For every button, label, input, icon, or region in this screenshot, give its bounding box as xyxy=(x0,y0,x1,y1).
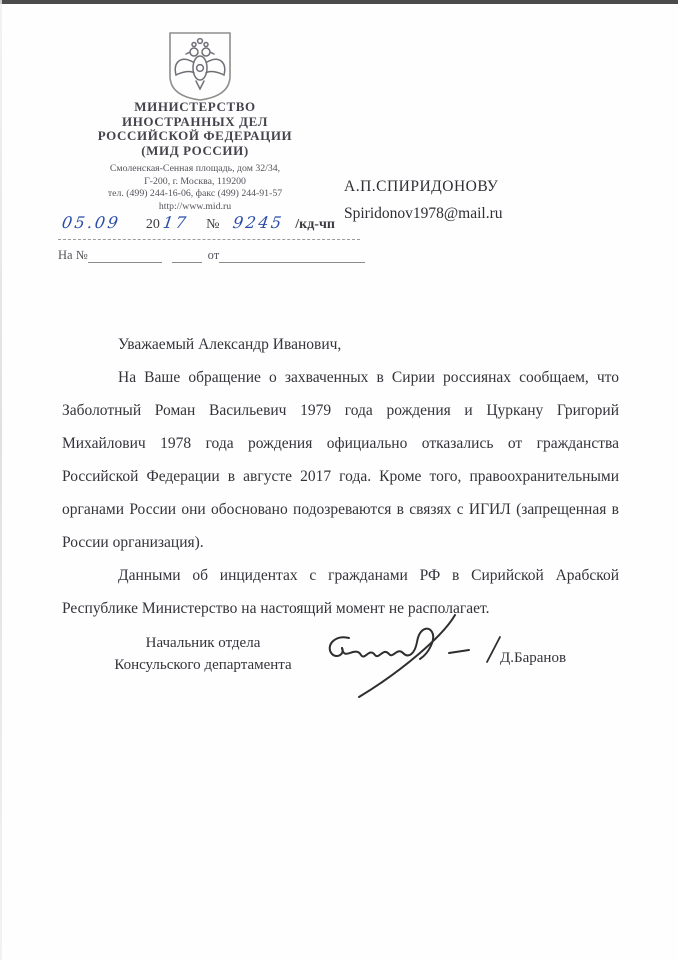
number-sign-label: № xyxy=(206,217,220,232)
addressee-email: Spiridonov1978@mail.ru xyxy=(344,205,503,222)
addressee-name: А.П.СПИРИДОНОВУ xyxy=(344,178,499,195)
ministry-line: (МИД РОССИИ) xyxy=(141,142,249,158)
ministry-name-block xyxy=(55,100,335,158)
ministry-line: РОССИЙСКОЙ ФЕДЕРАЦИИ xyxy=(97,128,293,143)
reference-number-line xyxy=(58,213,360,240)
reply-reference-line xyxy=(58,248,378,263)
address-line: Г-200, г. Москва, 119200 xyxy=(144,175,246,187)
signer-name: Д.Баранов xyxy=(500,650,567,666)
letter-body xyxy=(62,328,619,625)
website-url: http://www.mid.ru xyxy=(158,200,232,212)
address-line: Смоленская-Сенная площадь, дом 32/34, xyxy=(109,163,281,174)
address-line: тел. (499) 244-16-06, факс (499) 244-91-57 xyxy=(107,188,283,199)
blank-line xyxy=(219,249,365,263)
handwritten-number: 9245 xyxy=(231,213,286,232)
body-paragraph: На Ваше обращение о захваченных в Сирии россиянах сообщаем, что Заболотный Роман Васильевич 1979 года рождения и Цуркану Григорий Михайлович 1978 года рождения официально отказались от гражданства Российской Федерации в августе 2017 года. Кроме того, правоохранительными органами России они обосновано подозреваются в связях с ИГИЛ (запрещенная в России организация). xyxy=(62,369,619,551)
ministry-line: МИНИСТЕРСТВО xyxy=(134,99,256,114)
body-paragraph: Данными об инцидентах с гражданами РФ в Сирийской Арабской Республике Министерство на настоящий момент не располагает. xyxy=(62,567,619,617)
handwritten-date: 05.09 xyxy=(60,213,122,232)
ministry-line: ИНОСТРАННЫХ ДЕЛ xyxy=(122,113,268,129)
blank-line xyxy=(88,249,162,263)
reply-from-label: от xyxy=(207,248,220,262)
number-suffix-label: /кд-чп xyxy=(295,217,335,232)
scan-left-edge xyxy=(0,0,2,960)
handwritten-signature-icon xyxy=(302,608,474,704)
scan-top-edge xyxy=(0,0,678,4)
reply-prefix-label: На № xyxy=(58,248,88,262)
signer-title-line: Начальник отдела xyxy=(145,635,261,651)
printed-year-prefix: 20 xyxy=(145,217,160,232)
handwritten-year: 17 xyxy=(161,213,191,232)
blank-line xyxy=(172,249,202,263)
signer-title-block xyxy=(96,632,310,676)
signer-title-line: Консульского департамента xyxy=(114,657,292,673)
greeting-line: Уважаемый Александр Иванович, xyxy=(118,336,342,353)
ministry-address-block xyxy=(48,163,342,213)
russia-coat-of-arms-icon xyxy=(160,30,240,102)
